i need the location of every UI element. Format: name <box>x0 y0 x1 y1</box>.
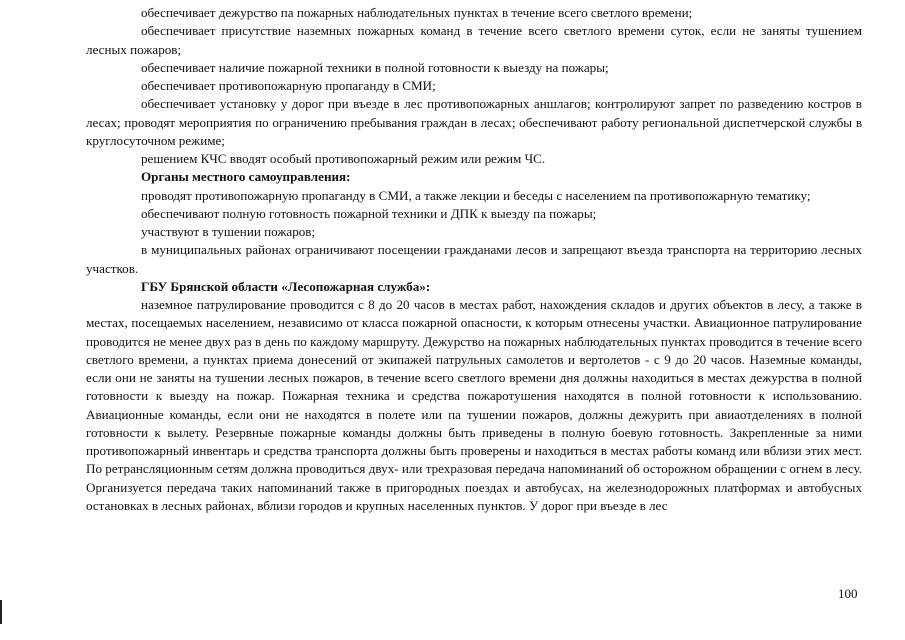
paragraph: обеспечивает противопожарную пропаганду в СМИ; <box>141 78 436 93</box>
paragraph: решением КЧС вводят особый противопожарный режим или режим ЧС. <box>141 151 546 166</box>
paragraph: обеспечивают полную готовность пожарной техники и ДПК к выезду па пожары; <box>141 205 597 221</box>
paragraph: проводят противопожарную пропаганду в СМИ, а также лекции и беседы с населением па противопожарную тематику; <box>141 187 811 203</box>
paragraph: обеспечивает дежурство па пожарных наблюдательных пунктах в течение всего светлого времени; <box>141 5 693 20</box>
paragraph: обеспечивает наличие пожарной техники в полной готовности к выезду на пожары; <box>141 59 609 75</box>
section-heading: Органы местного самоуправления: <box>141 169 351 185</box>
paragraph: участвуют в тушении пожаров; <box>141 224 316 239</box>
paragraph: в муниципальных районах ограничивают посещении гражданами лесов и запрещают въезда транспорта на территорию лесных участков. <box>86 242 862 276</box>
section-heading: ГБУ Брянской области «Лесопожарная служба»: <box>141 278 431 294</box>
document-page <box>86 4 862 515</box>
paragraph: наземное патрулирование проводится с 8 до 20 часов в местах работ, нахождения складов и других объектов в лесу, а также в местах, посещаемых населением, независимо от класса пожарной опасности, к которым отнесены участки. Авиационное патрулирование проводится не менее двух раз в день по каждому маршруту. Дежурство на пожарных наблюдательных пунктах проводится в течение всего светлого времени, а пунктах приема донесений от экипажей патрульных самолетов и вертолетов - с 9 до 20 часов. Наземные команды, если они не заняты на тушении лесных пожаров, в течение всего светлого времени дня должны находиться в местах дежурства в полной готовности к выезду на пожар. Пожарная техника и средства пожаротушения находятся в полной готовности к использованию. Авиационные команды, если они не находятся в полете или па тушении пожаров, должны дежурить при авиаотделениях в полной готовности к вылету. Резервные пожарные команды должны быть приведены в полную боевую готовность. Закрепленные за ними противопожарный инвентарь и средства транспорта должны быть проверены и находиться в местах работы команд или вблизи этих мест. По ретрансляционным сетям должна проводиться двух- или трехразовая передача напоминаний об осторожном обращении с огнем в лесу. Организуется передача таких напоминаний также в пригородных поездах и автобусах, на железнодорожных платформах и автобусных остановках в лесных районах, вблизи городов и крупных населенных пунктов. У дорог при въезде в лес <box>86 297 862 513</box>
page-number: 100 <box>838 586 858 601</box>
paragraph: обеспечивает присутствие наземных пожарных команд в течение всего светлого времени суток, если не заняты тушением лесных пожаров; <box>86 23 862 57</box>
paragraph: обеспечивает установку у дорог при въезде в лес противопожарных аншлагов; контролируют запрет по разведению костров в лесах; проводят мероприятия по ограничению пребывания граждан в лесах; обеспечивают работу региональной диспетчерской службы в круглосуточном режиме; <box>86 96 862 148</box>
scan-edge-mark <box>0 600 2 624</box>
